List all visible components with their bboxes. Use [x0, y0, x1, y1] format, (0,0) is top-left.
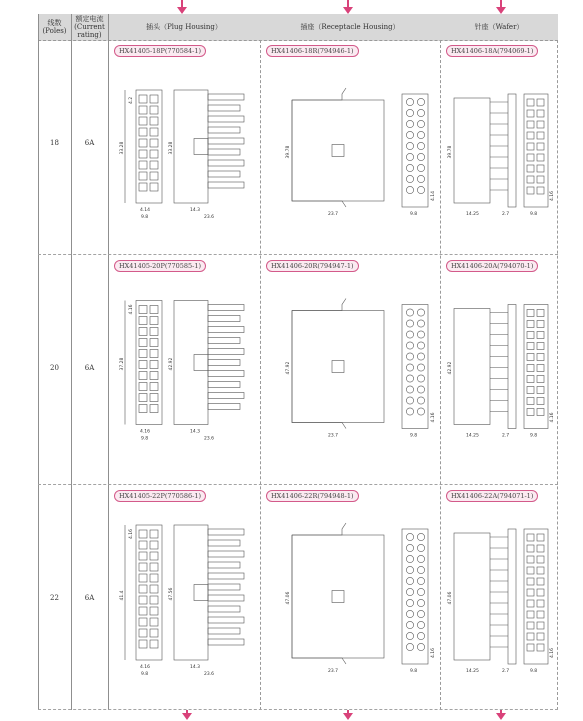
wafer-part-number: HX41406-22A(794071-1): [446, 490, 538, 502]
svg-text:4.16: 4.16: [431, 647, 436, 658]
svg-text:9.8: 9.8: [530, 212, 538, 217]
header-wafer: 针座（Wafer）: [474, 23, 524, 31]
svg-text:42.92: 42.92: [448, 361, 453, 375]
table-bottom-border: [38, 709, 558, 710]
svg-text:23.6: 23.6: [204, 672, 215, 677]
arrow-down-icon: [343, 710, 353, 721]
svg-text:14.25: 14.25: [466, 433, 479, 439]
arrow-down-icon: [182, 710, 192, 721]
wafer-drawing: [442, 506, 556, 691]
row-divider: [38, 484, 558, 485]
svg-text:47.92: 47.92: [286, 361, 291, 375]
receptacle-housing-drawing: [262, 506, 438, 691]
svg-text:4.16: 4.16: [129, 528, 134, 539]
receptacle-part-number: HX41406-18R(794946-1): [266, 45, 359, 57]
column-divider: [71, 14, 72, 710]
plug-housing-drawing: [110, 60, 258, 245]
arrow-down-icon: [177, 0, 187, 14]
svg-text:9.8: 9.8: [141, 436, 149, 442]
svg-text:41.4: 41.4: [120, 590, 125, 601]
wafer-drawing: [442, 60, 556, 245]
current-value: 6A: [84, 594, 95, 602]
svg-text:4.16: 4.16: [129, 304, 134, 315]
svg-text:23.7: 23.7: [328, 433, 339, 439]
svg-text:47.56: 47.56: [169, 587, 174, 601]
svg-text:4.16: 4.16: [140, 665, 151, 670]
table-right-border: [557, 40, 558, 710]
svg-text:9.8: 9.8: [410, 212, 418, 217]
svg-text:2.7: 2.7: [502, 212, 510, 217]
wafer-drawing: [442, 276, 556, 461]
header-poles: 线数 (Poles): [42, 19, 67, 35]
svg-text:47.06: 47.06: [286, 591, 291, 605]
svg-text:14.25: 14.25: [466, 212, 479, 217]
column-divider: [108, 14, 109, 710]
header-current: 额定电流 (Current rating): [74, 15, 105, 39]
svg-text:14.3: 14.3: [190, 665, 201, 670]
arrow-down-icon: [496, 710, 506, 721]
svg-text:2.7: 2.7: [502, 433, 510, 439]
table-header: [38, 14, 558, 41]
svg-text:9.8: 9.8: [530, 669, 538, 674]
receptacle-part-number: HX41406-20R(794947-1): [266, 260, 359, 272]
svg-text:33.28: 33.28: [120, 141, 125, 155]
poles-value: 18: [50, 139, 59, 147]
row-divider: [38, 254, 558, 255]
column-divider: [260, 40, 261, 710]
svg-text:23.6: 23.6: [204, 215, 215, 220]
svg-text:9.8: 9.8: [410, 433, 418, 439]
wafer-part-number: HX41406-20A(794070-1): [446, 260, 538, 272]
svg-text:33.28: 33.28: [169, 141, 174, 155]
table-left-border: [38, 14, 39, 710]
svg-text:4.16: 4.16: [431, 412, 436, 423]
svg-text:4.14: 4.14: [431, 190, 436, 201]
svg-text:9.8: 9.8: [141, 215, 149, 220]
connector-spec-table: [38, 14, 558, 710]
svg-text:23.7: 23.7: [328, 669, 339, 674]
svg-text:4.16: 4.16: [550, 647, 555, 658]
svg-text:9.8: 9.8: [141, 672, 149, 677]
svg-text:2.7: 2.7: [502, 669, 510, 674]
current-value: 6A: [84, 364, 95, 372]
plug-part-number: HX41405-18P(770584-1): [114, 45, 206, 57]
svg-text:4.2: 4.2: [129, 96, 134, 104]
svg-text:14.25: 14.25: [466, 669, 479, 674]
svg-text:14.3: 14.3: [190, 208, 201, 213]
svg-text:14.3: 14.3: [190, 429, 201, 435]
plug-part-number: HX41405-20P(770585-1): [114, 260, 206, 272]
arrow-down-icon: [343, 0, 353, 14]
svg-text:47.06: 47.06: [448, 591, 453, 605]
header-plug: 插头（Plug Housing）: [146, 23, 222, 31]
svg-text:42.92: 42.92: [169, 357, 174, 371]
svg-text:39.78: 39.78: [448, 145, 453, 159]
svg-text:39.78: 39.78: [286, 145, 291, 159]
svg-text:4.16: 4.16: [550, 190, 555, 201]
poles-value: 20: [50, 364, 59, 372]
poles-value: 22: [50, 594, 59, 602]
receptacle-part-number: HX41406-22R(794948-1): [266, 490, 359, 502]
plug-part-number: HX41405-22P(770586-1): [114, 490, 206, 502]
svg-text:23.6: 23.6: [204, 436, 215, 442]
receptacle-housing-drawing: [262, 60, 438, 245]
column-divider: [440, 40, 441, 710]
plug-housing-drawing: [110, 276, 258, 461]
header-receptacle: 插座（Receptacle Housing）: [300, 23, 400, 31]
current-value: 6A: [84, 139, 95, 147]
wafer-part-number: HX41406-18A(794069-1): [446, 45, 538, 57]
svg-text:23.7: 23.7: [328, 212, 339, 217]
svg-text:4.16: 4.16: [140, 429, 151, 435]
svg-text:9.8: 9.8: [410, 669, 418, 674]
arrow-down-icon: [496, 0, 506, 14]
svg-text:9.8: 9.8: [530, 433, 538, 439]
svg-text:37.28: 37.28: [120, 357, 125, 371]
svg-text:4.14: 4.14: [140, 208, 151, 213]
receptacle-housing-drawing: [262, 276, 438, 461]
plug-housing-drawing: [110, 506, 258, 691]
svg-text:4.16: 4.16: [550, 412, 555, 423]
